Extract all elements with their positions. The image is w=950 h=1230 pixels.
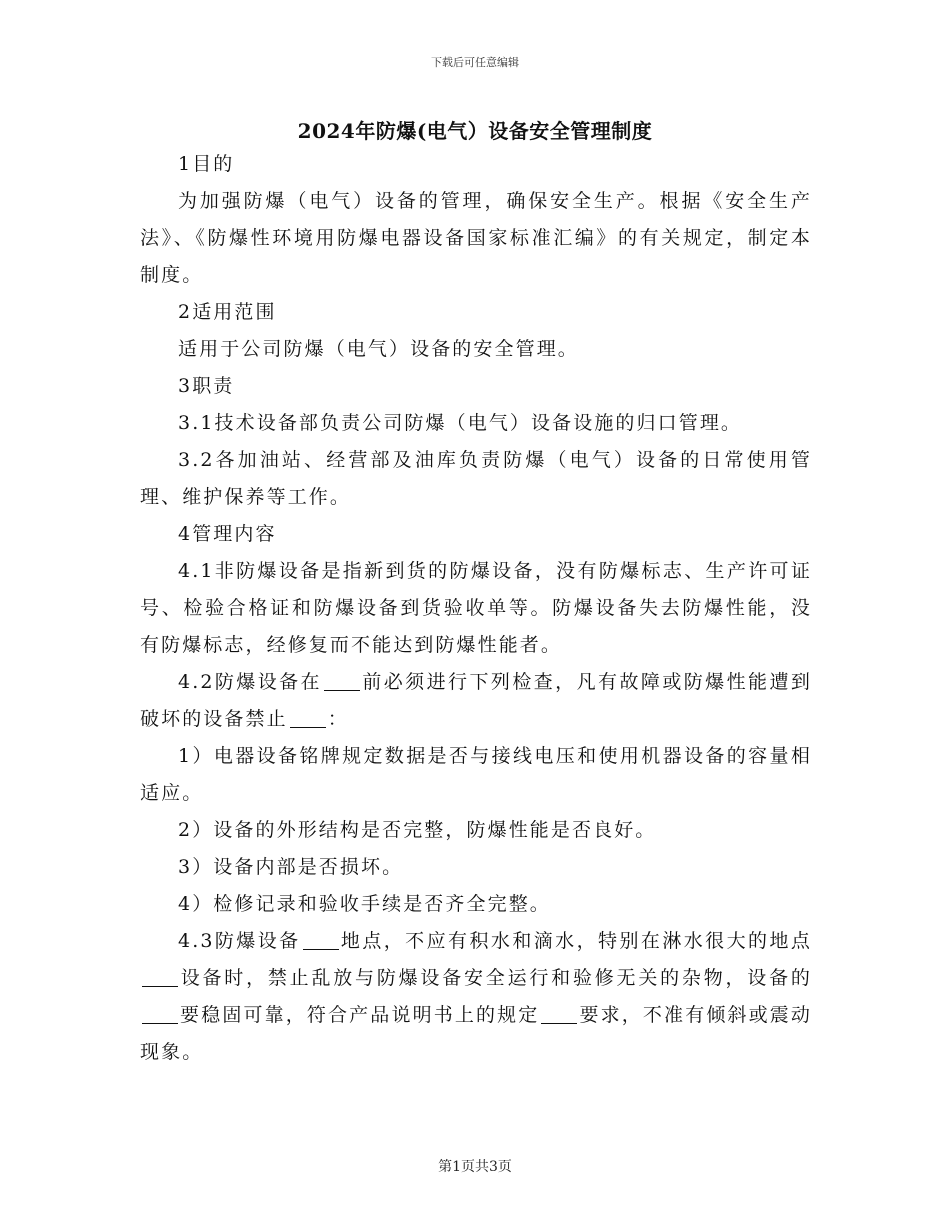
fill-in-blank [290, 708, 326, 728]
checklist-item: 4）检修记录和验收手续是否齐全完整。 [178, 893, 551, 915]
checklist-item: 2）设备的外形结构是否完整，防爆性能是否良好。 [178, 819, 657, 841]
section-heading-purpose: 1目的 [178, 153, 235, 175]
paragraph-4-3-part-a: 4.3防爆设备 [178, 930, 301, 952]
paragraph-4-1: 4.1非防爆设备是指新到货的防爆设备，没有防爆标志、生产许可证号、检验合格证和防爆设备到货验收单等。防爆设备失去防爆性能，没有防爆标志，经修复而不能达到防爆性能者。 [140, 560, 812, 656]
fill-in-blank [541, 1004, 577, 1024]
fill-in-blank [324, 671, 360, 691]
checklist-item: 1）电器设备铭牌规定数据是否与接线电压和使用机器设备的容量相适应。 [140, 745, 812, 804]
paragraph-4-2-part-a: 4.2防爆设备在 [178, 671, 322, 693]
paragraph-4-2-part-b: 前必须进行下列检查，凡有故障或防爆性能遭到破坏的设备禁止 [140, 671, 812, 730]
section-heading-responsibilities: 3职责 [178, 375, 235, 397]
paragraph-4-3-part-e: 要求，不准有倾斜或震动现象。 [140, 1004, 813, 1063]
paragraph-3-1: 3.1技术设备部负责公司防爆（电气）设备设施的归口管理。 [178, 412, 743, 434]
section-heading-management: 4管理内容 [178, 523, 277, 545]
paragraph-3-2: 3.2各加油站、经营部及油库负责防爆（电气）设备的日常使用管理、维护保养等工作。 [140, 449, 812, 508]
page-number: 第1页共3页 [438, 1159, 512, 1175]
checklist-item: 3）设备内部是否损坏。 [178, 856, 404, 878]
paragraph-scope: 适用于公司防爆（电气）设备的安全管理。 [178, 338, 579, 360]
fill-in-blank [303, 930, 339, 950]
header-note: 下载后可任意编辑 [431, 56, 519, 69]
paragraph-4-2 [140, 664, 812, 738]
section-heading-scope: 2适用范围 [178, 301, 277, 323]
document-title: 2024年防爆(电气）设备安全管理制度 [297, 119, 653, 143]
paragraph-4-3-part-d: 要稳固可靠，符合产品说明书上的规定 [180, 1004, 540, 1026]
paragraph-4-3 [140, 923, 812, 1071]
document-body [140, 146, 812, 1071]
fill-in-blank [142, 967, 178, 987]
paragraph-4-3-part-b: 地点，不应有积水和滴水，特别在淋水很大的地点 [340, 930, 812, 952]
paragraph-4-3-part-c: 设备时，禁止乱放与防爆设备安全运行和验修无关的杂物，设备的 [180, 967, 812, 989]
paragraph-4-2-part-c: ： [327, 708, 349, 730]
paragraph-purpose: 为加强防爆（电气）设备的管理，确保安全生产。根据《安全生产法》、《防爆性环境用防爆电器设备国家标准汇编》的有关规定，制定本制度。 [140, 190, 812, 286]
fill-in-blank [142, 1004, 178, 1024]
